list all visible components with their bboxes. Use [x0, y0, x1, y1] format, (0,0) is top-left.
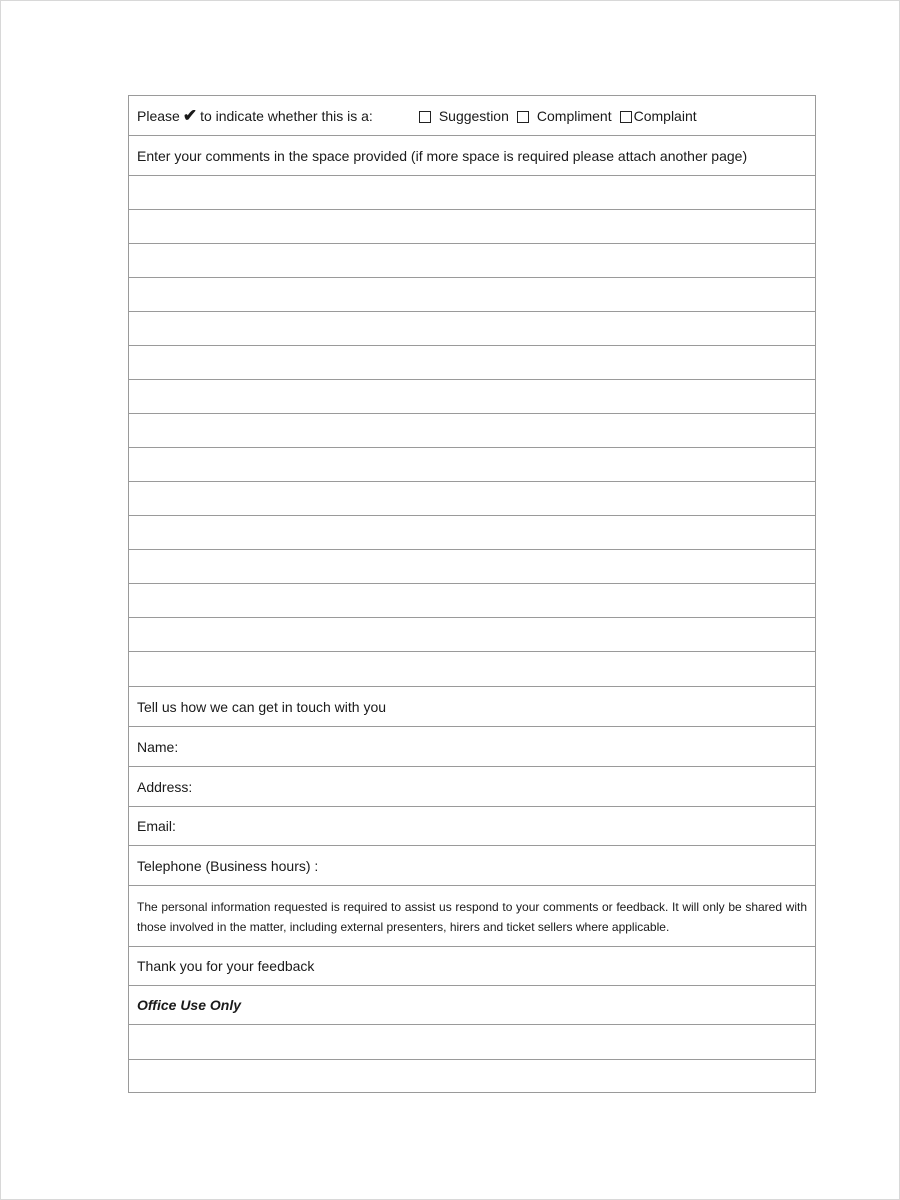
office-use-heading	[129, 986, 815, 1025]
comment-line[interactable]	[129, 482, 815, 516]
option-label: Compliment	[536, 107, 612, 124]
feedback-type-row	[129, 96, 815, 136]
option-label: Complaint	[633, 107, 697, 124]
telephone-field[interactable]	[129, 846, 815, 886]
address-field[interactable]	[129, 767, 815, 807]
telephone-label: Telephone (Business hours) :	[137, 857, 319, 874]
office-use-line[interactable]	[129, 1060, 815, 1093]
type-suffix: to indicate whether this is a:	[200, 107, 373, 124]
option-complaint[interactable]	[620, 108, 701, 124]
comment-line[interactable]	[129, 244, 815, 278]
comment-line[interactable]	[129, 550, 815, 584]
address-label: Address:	[137, 778, 193, 795]
option-compliment[interactable]	[517, 108, 616, 124]
thanks-text: Thank you for your feedback	[137, 958, 315, 974]
comment-line[interactable]	[129, 516, 815, 550]
comment-line[interactable]	[129, 210, 815, 244]
name-field[interactable]	[129, 727, 815, 767]
comment-line[interactable]	[129, 652, 815, 687]
comment-line[interactable]	[129, 414, 815, 448]
comment-line[interactable]	[129, 278, 815, 312]
comment-line[interactable]	[129, 312, 815, 346]
comment-line[interactable]	[129, 346, 815, 380]
checkbox-icon[interactable]	[620, 111, 632, 123]
feedback-form	[128, 95, 816, 1093]
comment-line[interactable]	[129, 380, 815, 414]
type-prefix: Please	[137, 107, 180, 124]
comment-line[interactable]	[129, 448, 815, 482]
email-field[interactable]	[129, 807, 815, 846]
option-suggestion[interactable]	[419, 108, 513, 124]
checkmark-icon: ✔	[182, 105, 198, 125]
comments-prompt-text: Enter your comments in the space provided (if more space is required please attach another page)	[137, 147, 748, 164]
option-label: Suggestion	[438, 107, 509, 124]
name-label: Name:	[137, 738, 179, 755]
privacy-notice-text: The personal information requested is required to assist us respond to your comments or feedback. It will only be shared with those involved in the matter, including external presenters, hirers and ticket sellers where applicable.	[137, 899, 807, 934]
email-label: Email:	[137, 818, 176, 834]
privacy-notice	[129, 886, 815, 947]
thanks-row	[129, 947, 815, 986]
checkbox-icon[interactable]	[517, 111, 529, 123]
comment-line[interactable]	[129, 618, 815, 652]
office-use-line[interactable]	[129, 1025, 815, 1060]
comment-line[interactable]	[129, 176, 815, 210]
contact-heading	[129, 687, 815, 727]
office-use-text: Office Use Only	[137, 997, 242, 1013]
contact-heading-text: Tell us how we can get in touch with you	[137, 698, 387, 715]
checkbox-icon[interactable]	[419, 111, 431, 123]
comment-line[interactable]	[129, 584, 815, 618]
comments-prompt	[129, 136, 815, 176]
